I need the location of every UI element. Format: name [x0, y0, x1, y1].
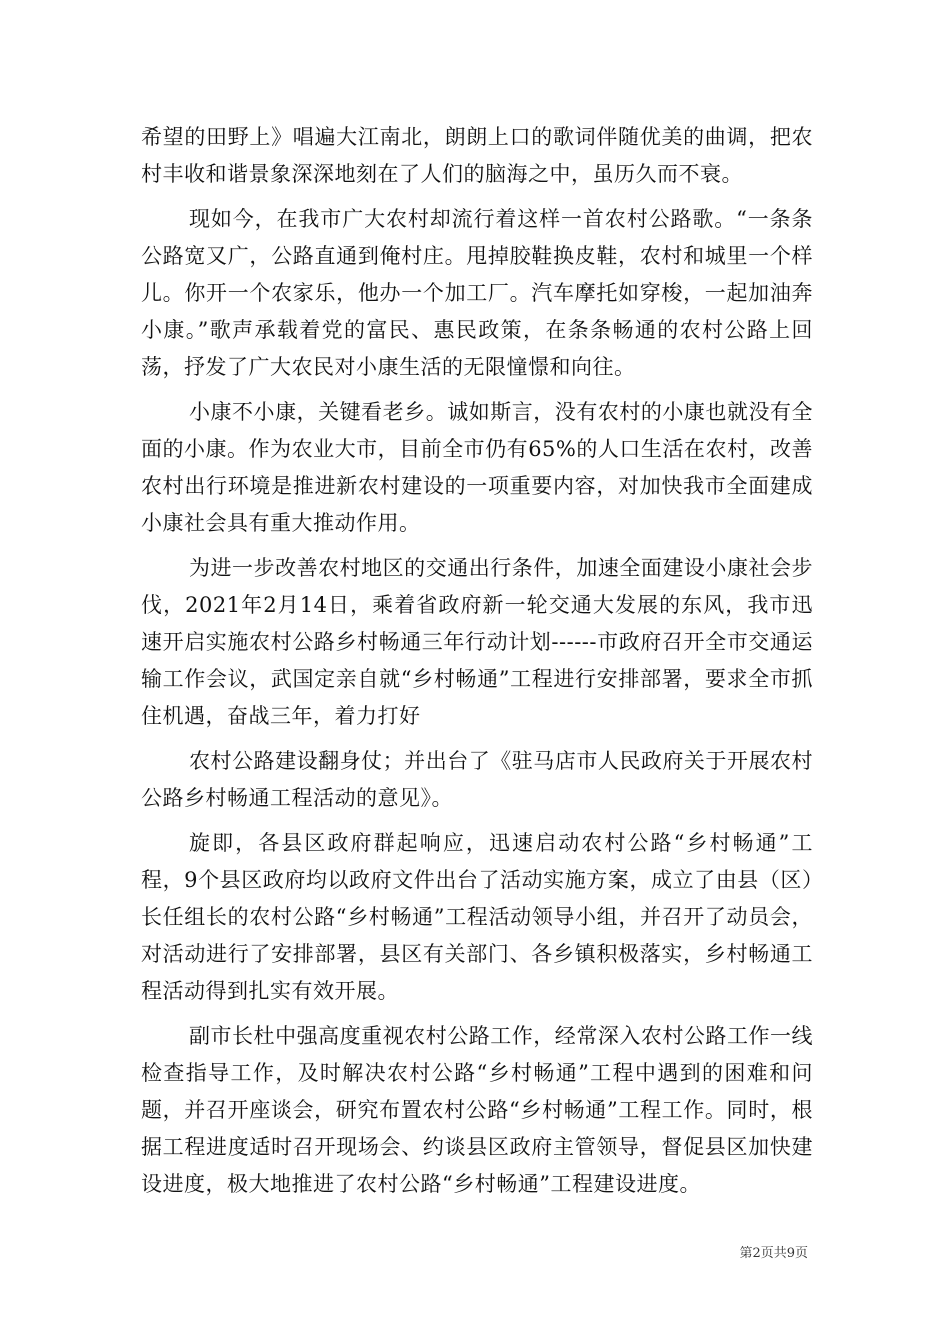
document-body [141, 119, 813, 1211]
paragraph-2: 现如今，在我市广大农村却流行着这样一首农村公路歌。“一条条公路宽又广，公路直通到俺村庄。甩掉胶鞋换皮鞋，农村和城里一个样儿。你开一个农家乐，他办一个加工厂。汽车摩托如穿梭，一起加油奔小康。”歌声承载着党的富民、惠民政策，在条条畅通的农村公路上回荡，抒发了广大农民对小康生活的无限憧憬和向往。 [141, 207, 813, 379]
paragraph-7: 副市长杜中强高度重视农村公路工作，经常深入农村公路工作一线检查指导工作，及时解决农村公路“乡村畅通”工程中遇到的困难和问题，并召开座谈会，研究布置农村公路“乡村畅通”工程工作。同时，根据工程进度适时召开现场会、约谈县区政府主管领导，督促县区加快建设进度，极大地推进了农村公路“乡村畅通”工程建设进度。 [141, 1024, 813, 1196]
paragraph-1: 希望的田野上》唱遍大江南北，朗朗上口的歌词伴随优美的曲调，把农村丰收和谐景象深深地刻在了人们的脑海之中，虽历久而不衰。 [141, 125, 813, 186]
paragraph-4: 为进一步改善农村地区的交通出行条件，加速全面建设小康社会步伐，2021年2月14日，乘着省政府新一轮交通大发展的东风，我市迅速开启实施农村公路乡村畅通三年行动计划------市政府召开全市交通运输工作会议，武国定亲自就“乡村畅通”工程进行安排部署，要求全市抓住机遇，奋战三年，着力打好 [141, 556, 813, 728]
paragraph-5: 农村公路建设翻身仗；并出台了《驻马店市人民政府关于开展农村公路乡村畅通工程活动的意见》。 [141, 749, 813, 810]
page-number: 第2页共9页 [739, 1246, 808, 1261]
paragraph-3: 小康不小康，关键看老乡。诚如斯言，没有农村的小康也就没有全面的小康。作为农业大市，目前全市仍有65%的人口生活在农村，改善农村出行环境是推进新农村建设的一项重要内容，对加快我市全面建成小康社会具有重大推动作用。 [141, 400, 813, 535]
paragraph-6: 旋即，各县区政府群起响应，迅速启动农村公路“乡村畅通”工程，9个县区政府均以政府文件出台了活动实施方案，成立了由县（区）长任组长的农村公路“乡村畅通”工程活动领导小组，并召开了动员会，对活动进行了安排部署，县区有关部门、各乡镇积极落实，乡村畅通工程活动得到扎实有效开展。 [141, 831, 813, 1003]
